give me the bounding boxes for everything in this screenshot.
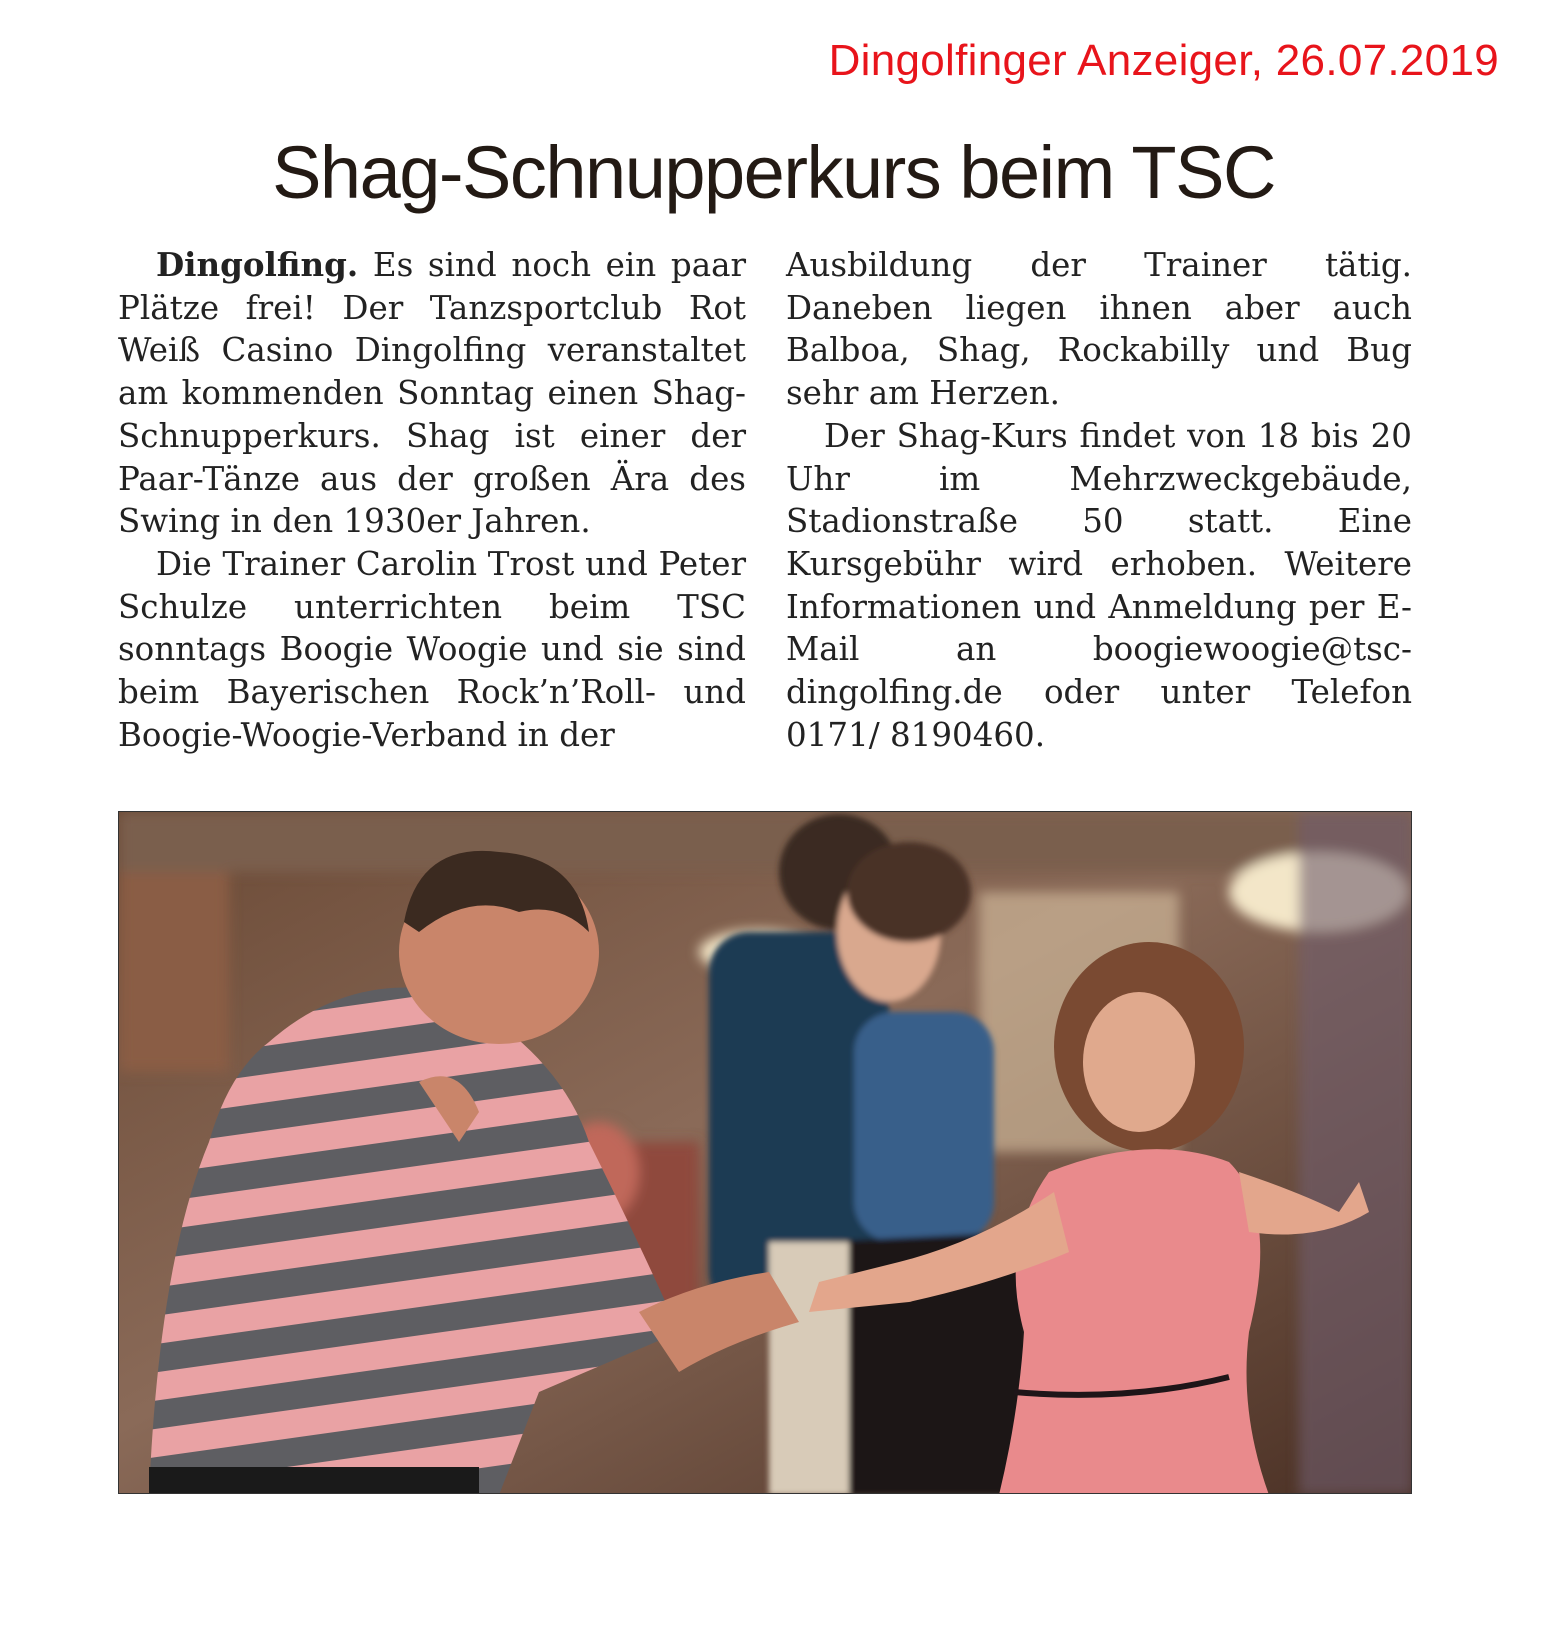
article-paragraph-2-start: Die Trainer Carolin Trost und Peter Schulze unterrichten beim TSC sonntags Boogie Woogie und sie sind beim Bayerischen Rock’n’Roll- und Boogie-Woogie-Verband in der bbox=[118, 544, 746, 754]
newspaper-source-date: Dingolfinger Anzeiger, 26.07.2019 bbox=[828, 36, 1499, 85]
article-photo-dancing-couple bbox=[118, 811, 1412, 1494]
article-column-right bbox=[786, 244, 1412, 756]
article-paragraph-1 bbox=[118, 244, 746, 543]
article-paragraph-1-text: Es sind noch ein paar Plätze frei! Der Tanzsportclub Rot Weiß Casino Dingolfing veranstaltet am kommenden Sonntag einen Shag-Schnupperkurs. Shag ist einer der Paar-Tänze aus der großen Ära des Swing in den 1930er Jahren. bbox=[118, 246, 746, 541]
article-dateline: Dingolfing. bbox=[156, 245, 359, 284]
photo-illustration bbox=[119, 812, 1412, 1494]
article-paragraph-3: Der Shag-Kurs findet von 18 bis 20 Uhr im Mehrzweckgebäude, Stadionstraße 50 statt. Eine Kursgebühr wird erhoben. Weitere Informationen und Anmeldung per E-Mail an boogiewoogie@tsc-dingolfing.de oder unter Telefon 0171/ 8190460. bbox=[786, 416, 1412, 754]
article-headline: Shag-Schnupperkurs beim TSC bbox=[272, 131, 1275, 214]
article-column-left bbox=[118, 244, 746, 756]
article-paragraph-2-end: Ausbildung der Trainer tätig. Daneben liegen ihnen aber auch Balboa, Shag, Rockabilly und Bug sehr am Herzen. bbox=[786, 246, 1412, 413]
